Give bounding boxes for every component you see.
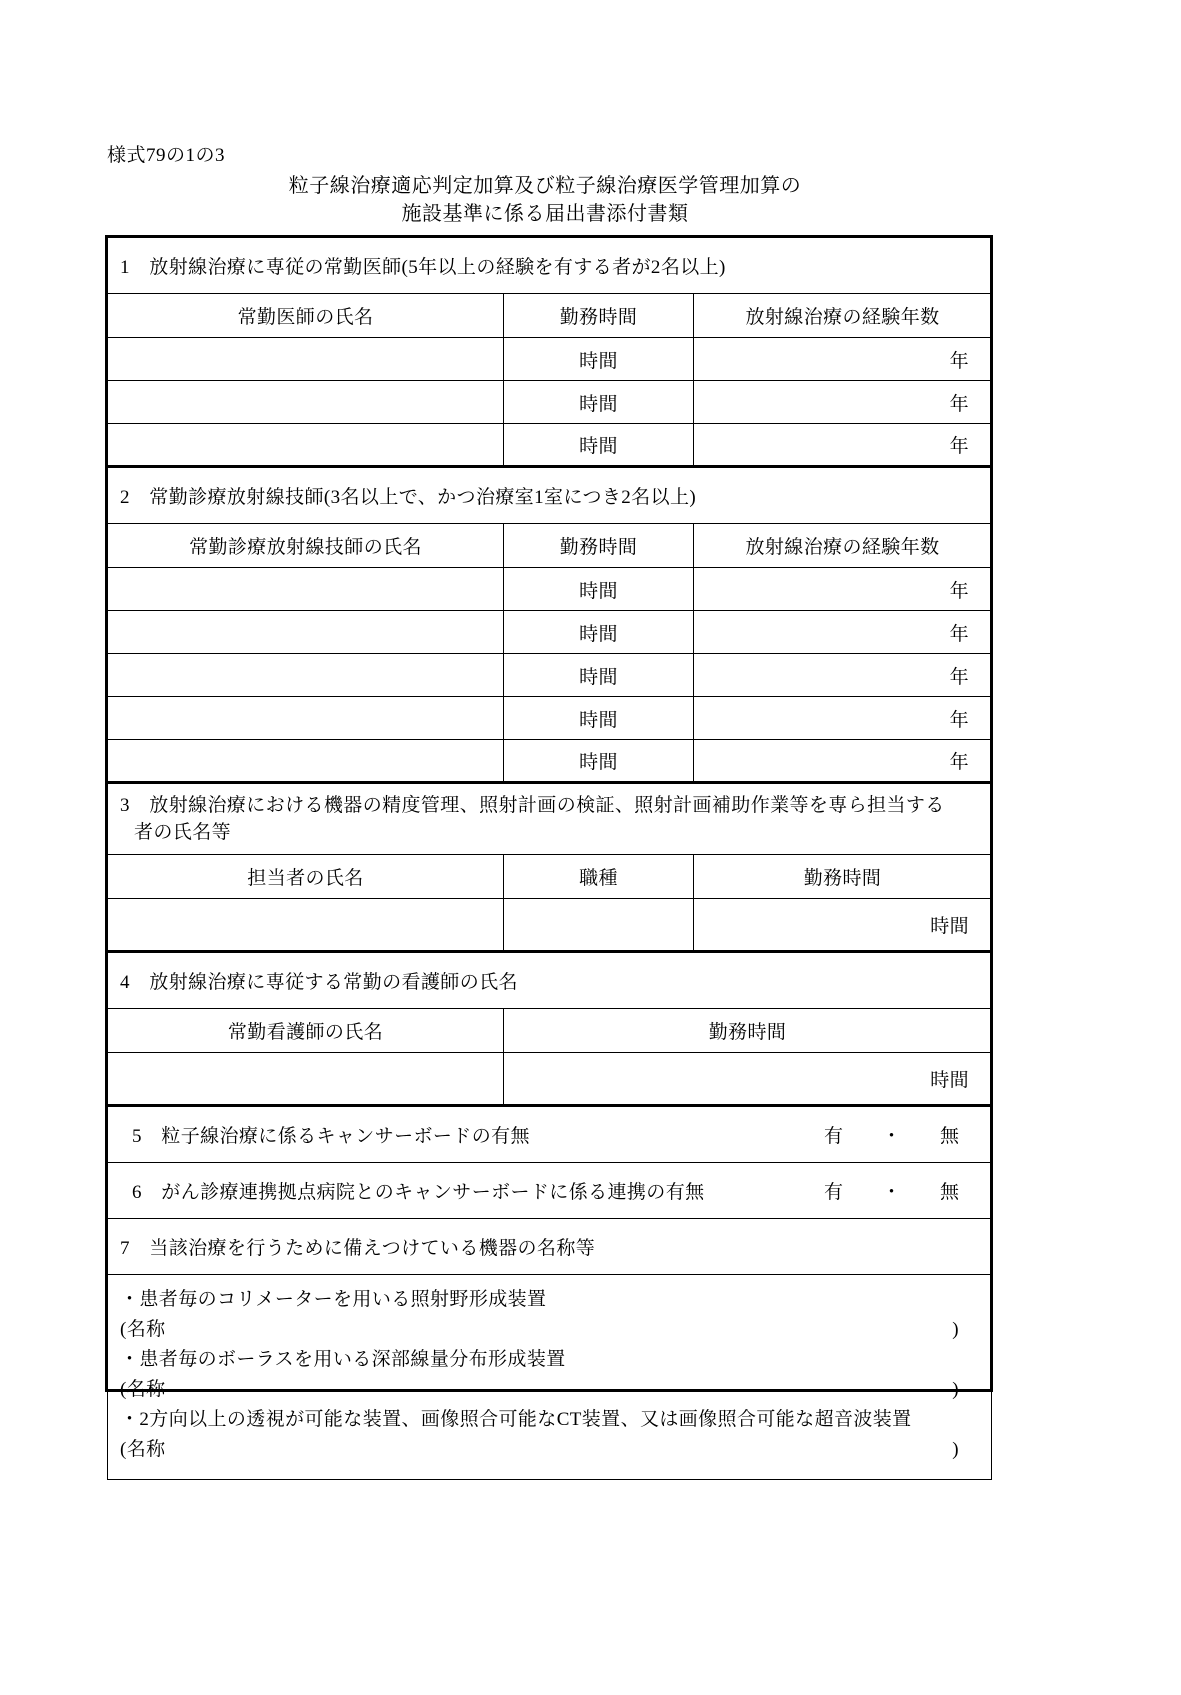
section-3-heading-line2: 者の氏名等 xyxy=(134,822,232,843)
section-2-row-3-name[interactable] xyxy=(108,697,504,740)
section-4-row-0-name[interactable] xyxy=(108,1053,504,1106)
section-1-row-1-name[interactable] xyxy=(108,381,504,424)
section-1-heading-row xyxy=(108,238,992,294)
table-row xyxy=(108,1053,992,1106)
section-2-row-1-name[interactable] xyxy=(108,611,504,654)
section-3-row-0-hours[interactable]: 時間 xyxy=(694,899,992,952)
section-2-row-0-years[interactable]: 年 xyxy=(694,568,992,611)
section-2-col-years: 放射線治療の経験年数 xyxy=(694,524,992,568)
table-row xyxy=(108,381,992,424)
section-5-cell xyxy=(108,1106,992,1163)
facility-criteria-form-table xyxy=(107,237,992,1480)
section-1-row-2-years[interactable]: 年 xyxy=(694,424,992,467)
section-6-cell xyxy=(108,1163,992,1219)
section-1-row-1-hours[interactable]: 時間 xyxy=(504,381,694,424)
section-3-col-hours: 勤務時間 xyxy=(694,855,992,899)
section-5-row xyxy=(108,1106,992,1163)
section-1-row-0-name[interactable] xyxy=(108,338,504,381)
section-3-row-0-job[interactable] xyxy=(504,899,694,952)
equipment-item-1-name-open: (名称 xyxy=(120,1379,166,1400)
equipment-item-0-label: ・患者毎のコリメーターを用いる照射野形成装置 xyxy=(120,1289,547,1310)
section-1-row-2-hours[interactable]: 時間 xyxy=(504,424,694,467)
equipment-item-0-name-open: (名称 xyxy=(120,1319,166,1340)
section-1-heading: 1 放射線治療に専従の常勤医師(5年以上の経験を有する者が2名以上) xyxy=(108,238,992,294)
section-4-column-header-row xyxy=(108,1009,992,1053)
section-1-row-1-years[interactable]: 年 xyxy=(694,381,992,424)
section-4-row-0-hours[interactable]: 時間 xyxy=(504,1053,992,1106)
section-4-heading-row xyxy=(108,952,992,1009)
section-2-row-1-years[interactable]: 年 xyxy=(694,611,992,654)
section-1-row-0-hours[interactable]: 時間 xyxy=(504,338,694,381)
equipment-item-2-name-close: ) xyxy=(952,1439,960,1460)
section-2-row-2-name[interactable] xyxy=(108,654,504,697)
document-title-line2: 施設基準に係る届出書添付書類 xyxy=(401,203,689,225)
equipment-item-0-name-close: ) xyxy=(952,1319,960,1340)
section-2-row-0-name[interactable] xyxy=(108,568,504,611)
table-row xyxy=(108,611,992,654)
section-1-row-0-years[interactable]: 年 xyxy=(694,338,992,381)
section-2-column-header-row xyxy=(108,524,992,568)
section-2-row-3-hours[interactable]: 時間 xyxy=(504,697,694,740)
section-1-col-hours: 勤務時間 xyxy=(504,294,694,338)
table-row xyxy=(108,697,992,740)
section-7-content-row xyxy=(108,1275,992,1480)
section-3-col-name: 担当者の氏名 xyxy=(108,855,504,899)
section-7-heading-row xyxy=(108,1219,992,1275)
section-4-col-name: 常勤看護師の氏名 xyxy=(108,1009,504,1053)
section-5-heading: 5 粒子線治療に係るキャンサーボードの有無 xyxy=(132,1126,530,1147)
section-6-heading: 6 がん診療連携拠点病院とのキャンサーボードに係る連携の有無 xyxy=(132,1182,705,1203)
equipment-item-2-name-open: (名称 xyxy=(120,1439,166,1460)
section-1-column-header-row xyxy=(108,294,992,338)
section-2-col-name: 常勤診療放射線技師の氏名 xyxy=(108,524,504,568)
equipment-item-2-label: ・2方向以上の透視が可能な装置、画像照合可能なCT装置、又は画像照合可能な超音波装置 xyxy=(120,1409,912,1430)
section-1-col-name: 常勤医師の氏名 xyxy=(108,294,504,338)
section-2-col-hours: 勤務時間 xyxy=(504,524,694,568)
section-2-row-3-years[interactable]: 年 xyxy=(694,697,992,740)
section-3-heading-line1: 3 放射線治療における機器の精度管理、照射計画の検証、照射計画補助作業等を専ら担当する xyxy=(120,795,945,816)
section-1-row-2-name[interactable] xyxy=(108,424,504,467)
table-row xyxy=(108,654,992,697)
section-7-equipment-list xyxy=(108,1275,992,1480)
section-5-yes-no-choice[interactable]: 有 ・ 無 xyxy=(824,1126,970,1147)
section-3-col-job: 職種 xyxy=(504,855,694,899)
section-2-row-2-years[interactable]: 年 xyxy=(694,654,992,697)
section-6-row xyxy=(108,1163,992,1219)
document-title-line1: 粒子線治療適応判定加算及び粒子線治療医学管理加算の xyxy=(288,175,802,197)
equipment-item-1-label: ・患者毎のボーラスを用いる深部線量分布形成装置 xyxy=(120,1349,566,1370)
table-row xyxy=(108,424,992,467)
table-row xyxy=(108,740,992,783)
table-row xyxy=(108,899,992,952)
section-3-heading xyxy=(108,783,992,855)
section-2-row-4-hours[interactable]: 時間 xyxy=(504,740,694,783)
section-7-heading: 7 当該治療を行うために備えつけている機器の名称等 xyxy=(108,1219,992,1275)
section-2-row-4-name[interactable] xyxy=(108,740,504,783)
equipment-item-0-name-field[interactable] xyxy=(120,1315,979,1345)
section-4-heading: 4 放射線治療に専従する常勤の看護師の氏名 xyxy=(108,952,992,1009)
section-3-row-0-name[interactable] xyxy=(108,899,504,952)
table-row xyxy=(108,568,992,611)
section-4-col-hours: 勤務時間 xyxy=(504,1009,992,1053)
section-2-row-0-hours[interactable]: 時間 xyxy=(504,568,694,611)
equipment-item-1-name-close: ) xyxy=(952,1379,960,1400)
form-number: 様式79の1の3 xyxy=(107,145,226,166)
table-row xyxy=(108,338,992,381)
section-2-row-1-hours[interactable]: 時間 xyxy=(504,611,694,654)
section-3-column-header-row xyxy=(108,855,992,899)
document-title xyxy=(0,172,1090,228)
equipment-item-2-name-field[interactable] xyxy=(120,1435,979,1465)
section-2-row-2-hours[interactable]: 時間 xyxy=(504,654,694,697)
section-2-row-4-years[interactable]: 年 xyxy=(694,740,992,783)
section-6-yes-no-choice[interactable]: 有 ・ 無 xyxy=(824,1182,970,1203)
section-2-heading-row xyxy=(108,467,992,524)
section-1-col-years: 放射線治療の経験年数 xyxy=(694,294,992,338)
section-2-heading: 2 常勤診療放射線技師(3名以上で、かつ治療室1室につき2名以上) xyxy=(108,467,992,524)
section-3-heading-row xyxy=(108,783,992,855)
equipment-item-1-name-field[interactable] xyxy=(120,1375,979,1405)
